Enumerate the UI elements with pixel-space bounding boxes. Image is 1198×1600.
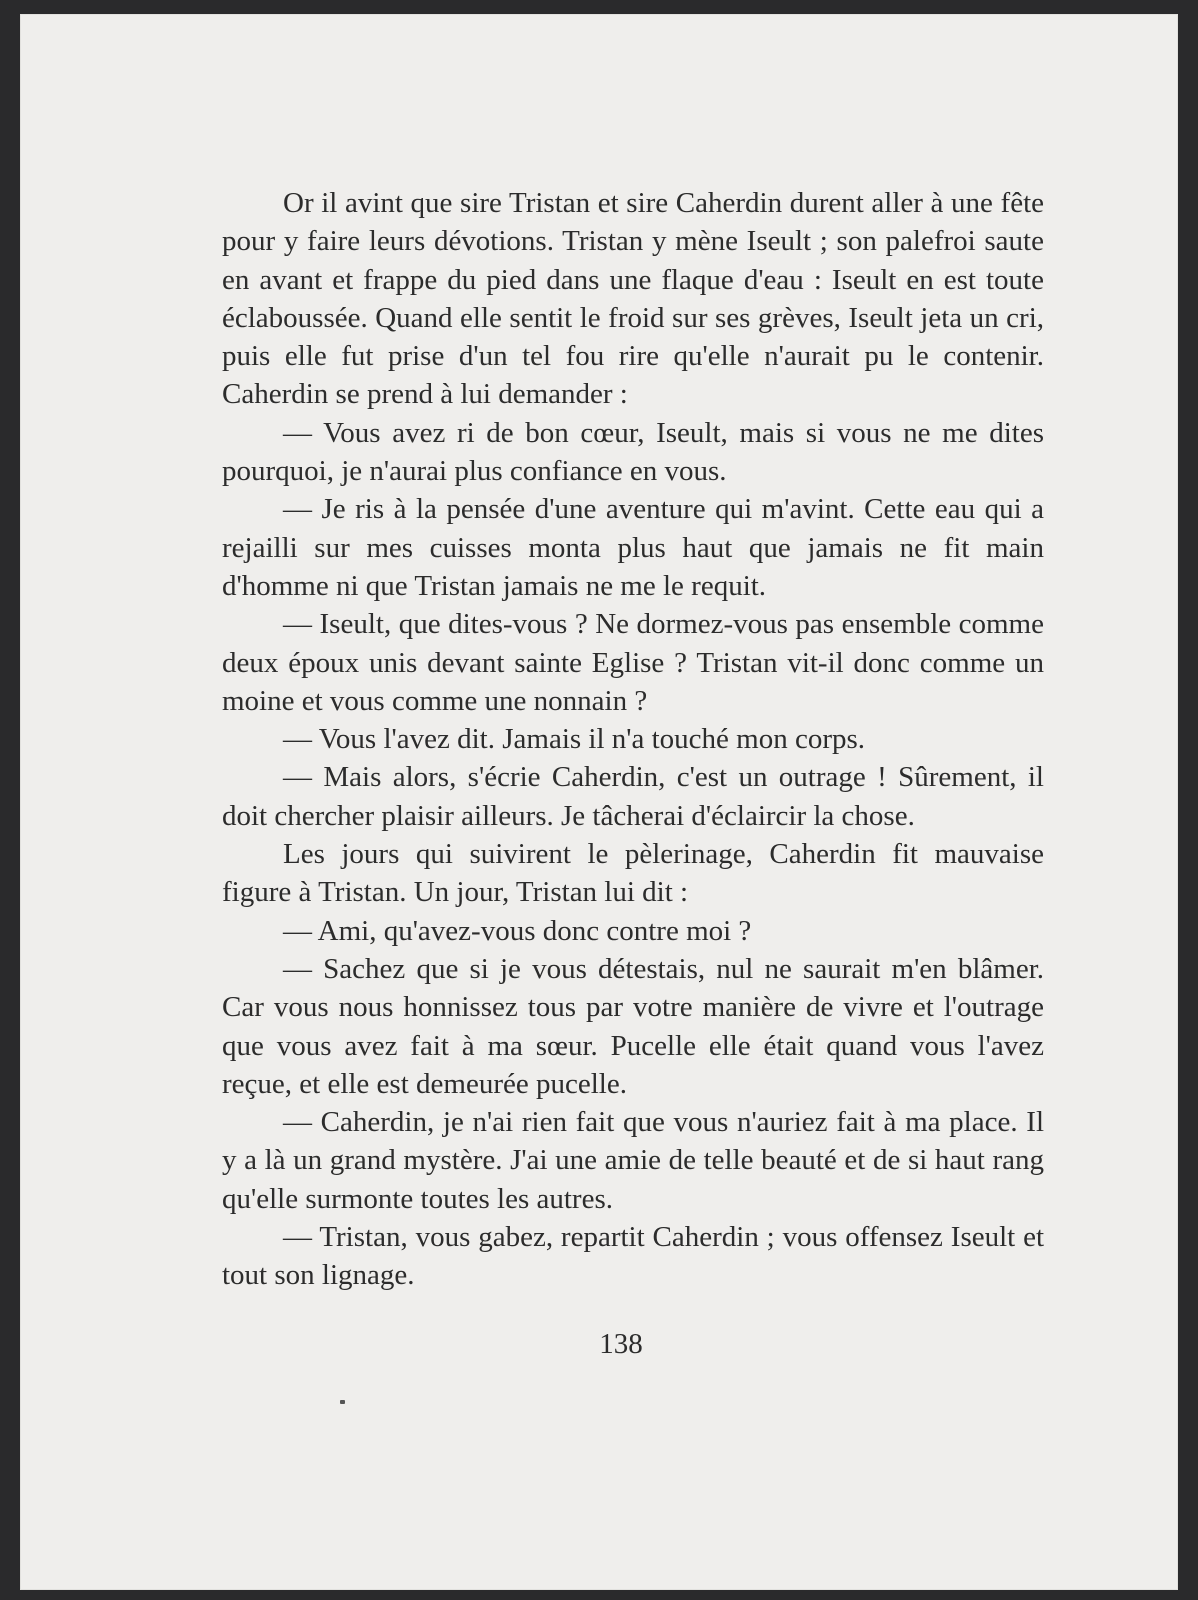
page-number: 138 (599, 1328, 643, 1360)
paragraph-3: — Je ris à la pensée d'une aventure qui m'avint. Cette eau qui a rejailli sur mes cuisses monta plus haut que jamais ne fit main d'homme ni que Tristan jamais ne me le requit. (222, 493, 1044, 602)
paragraph-7: Les jours qui suivirent le pèlerinage, Caherdin fit mauvaise figure à Tristan. Un jour, Tristan lui dit : (222, 838, 1044, 909)
body-text (222, 184, 1044, 1295)
paragraph-9: — Sachez que si je vous détestais, nul ne saurait m'en blâmer. Car vous nous honnissez tous par votre manière de vivre et l'outrage que vous avez fait à ma sœur. Pucelle elle était quand vous l'avez reçue, et elle est demeurée pucelle. (222, 952, 1044, 1100)
paper-speck (340, 1400, 345, 1404)
paragraph-2: — Vous avez ri de bon cœur, Iseult, mais si vous ne me dites pourquoi, je n'aurai plus confiance en vous. (222, 416, 1044, 488)
book-page (20, 14, 1178, 1590)
paragraph-1: Or il avint que sire Tristan et sire Caherdin durent aller à une fête pour y faire leurs dévotions. Tristan y mène Iseult ; son palefroi saute en avant et frappe du pied dans une flaque d'eau : Iseult en est toute éclaboussée. Quand elle sentit le froid sur ses grèves, Iseult jeta un cri, puis elle fut prise d'un tel fou rire qu'elle n'aurait pu le contenir. Caherdin se prend à lui demander : (222, 187, 1044, 411)
paragraph-6: — Mais alors, s'écrie Caherdin, c'est un outrage ! Sûrement, il doit chercher plaisir ailleurs. Je tâcherai d'éclaircir la chose. (222, 761, 1044, 832)
paragraph-11: — Tristan, vous gabez, repartit Caherdin ; vous offensez Iseult et tout son lignage. (222, 1221, 1044, 1292)
paragraph-4: — Iseult, que dites-vous ? Ne dormez-vous pas ensemble comme deux époux unis devant sainte Eglise ? Tristan vit-il donc comme un moine et vous comme une nonnain ? (222, 608, 1044, 717)
paragraph-5: — Vous l'avez dit. Jamais il n'a touché mon corps. (283, 723, 866, 756)
paragraph-8: — Ami, qu'avez-vous donc contre moi ? (283, 914, 752, 947)
paragraph-10: — Caherdin, je n'ai rien fait que vous n'auriez fait à ma place. Il y a là un grand mystère. J'ai une amie de telle beauté et de si haut rang qu'elle surmonte toutes les autres. (222, 1106, 1044, 1215)
